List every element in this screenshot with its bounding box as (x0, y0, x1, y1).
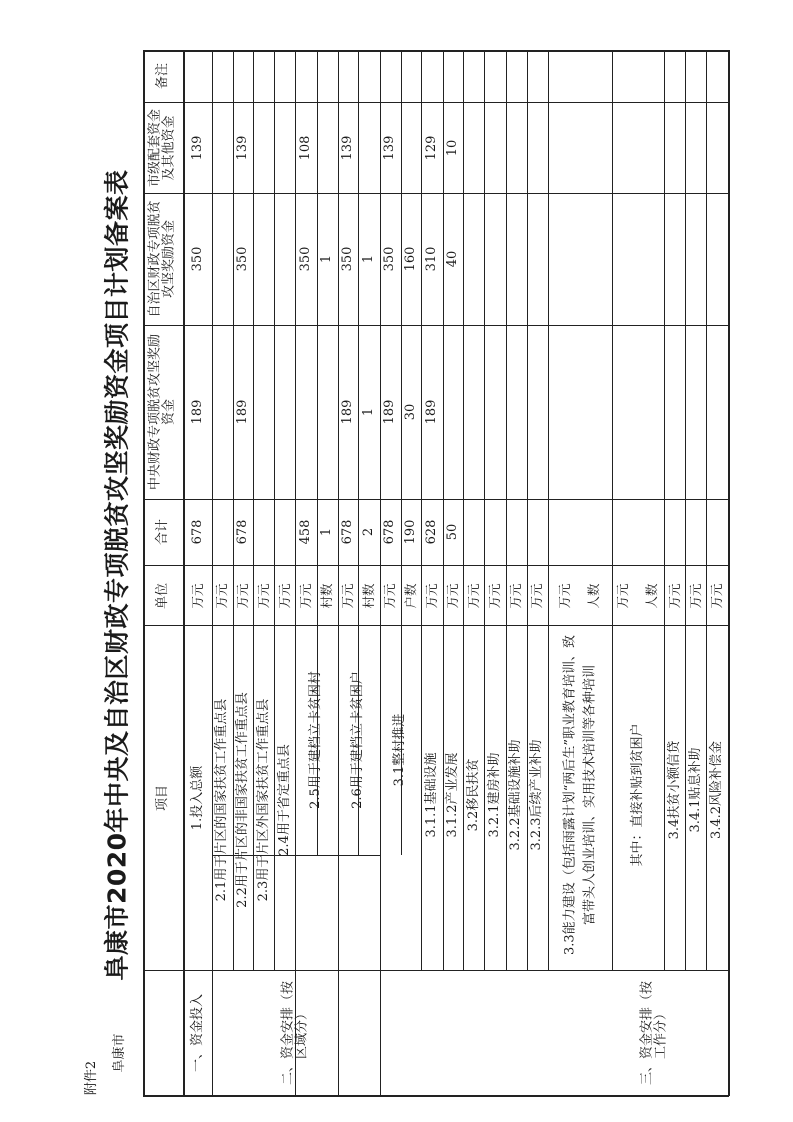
row-value-region: 160 (402, 246, 418, 272)
row-unit: 万元 (557, 583, 573, 609)
row-unit: 万元 (466, 583, 482, 609)
row-value-city: 10 (444, 139, 460, 157)
row-value-region: 350 (381, 246, 397, 272)
row-value-region: 350 (297, 246, 313, 272)
row-unit: 万元 (340, 583, 356, 609)
row-value-total: 678 (339, 519, 355, 545)
row-value-central: 1 (360, 407, 376, 417)
row-label: 2.2用于片区的非国家扶贫工作重点县 (234, 692, 250, 908)
row-value-total: 458 (297, 519, 313, 545)
section-1-label: 一、资金投入 (189, 993, 205, 1073)
row-value-city: 139 (234, 135, 250, 161)
row-value-region: 350 (234, 246, 250, 272)
row-value-city: 139 (381, 135, 397, 161)
row-value-region: 350 (339, 246, 355, 272)
row-label: 2.3用于片区外国家扶贫工作重点县 (255, 698, 271, 902)
section-2-label: 二、资金安排（按区域分） (280, 981, 310, 1086)
row-unit-secondary: 人数 (586, 583, 602, 609)
header-item: 项目 (154, 784, 170, 812)
row-value-region: 40 (444, 250, 460, 268)
row-label: 3.2.3后续产业补助 (528, 739, 544, 851)
row-label: 1.投入总额 (189, 765, 205, 831)
row-label: 3.4扶贫小额信贷 (666, 740, 682, 840)
row-value-central: 189 (234, 399, 250, 425)
row-label: 3.1整村推进 (391, 713, 407, 787)
row-label: 2.4用于省定重点县 (276, 744, 292, 856)
row-label: 2.1用于片区的国家扶贫工作重点县 (213, 698, 229, 902)
row-value-total: 628 (423, 519, 439, 545)
row-value-central: 189 (189, 399, 205, 425)
row-value-city: 129 (423, 135, 439, 161)
row-label: 3.2.2基础设施补助 (507, 739, 523, 851)
row-value-region: 1 (318, 254, 334, 264)
row-unit: 万元 (529, 583, 545, 609)
row-value-region: 350 (189, 246, 205, 272)
org-label: 阜康市 (111, 1033, 127, 1073)
row-value-region: 310 (423, 246, 439, 272)
row-value-total: 678 (234, 519, 250, 545)
row-unit: 万元 (424, 583, 440, 609)
row-value-total: 50 (444, 523, 460, 541)
row-unit: 万元 (487, 583, 503, 609)
section-3-label: 三、资金安排（按工作分） (639, 981, 669, 1086)
header-note: 备注 (154, 62, 170, 90)
row-unit: 万元 (508, 583, 524, 609)
row-unit: 万元 (214, 583, 230, 609)
row-unit: 万元 (256, 583, 272, 609)
header-unit: 单位 (154, 582, 170, 610)
row-value-region: 1 (360, 254, 376, 264)
row-unit: 万元 (298, 583, 314, 609)
row-unit-secondary: 人数 (644, 583, 660, 609)
row-value-total: 678 (189, 519, 205, 545)
row-label: 3.1.2产业发展 (444, 752, 460, 838)
row-value-total: 678 (381, 519, 397, 545)
row-unit: 万元 (235, 583, 251, 609)
header-city: 市级配套资金及其他资金 (147, 109, 177, 188)
row-label: 其中：直接补贴到贫困户 (629, 723, 645, 867)
row-value-central: 189 (381, 399, 397, 425)
row-value-city: 139 (339, 135, 355, 161)
row-label: 3.2移民扶贫 (465, 758, 481, 832)
row-value-city: 139 (189, 135, 205, 161)
row-unit: 万元 (190, 583, 206, 609)
row-unit: 万元 (445, 583, 461, 609)
row-label: 3.4.1贴息补助 (687, 747, 703, 833)
row-value-central: 189 (423, 399, 439, 425)
header-total: 合计 (154, 518, 170, 546)
row-unit: 户数 (403, 583, 419, 609)
row-value-total: 1 (318, 527, 334, 537)
row-unit: 村数 (319, 583, 335, 609)
row-value-city: 108 (297, 135, 313, 161)
row-label: 3.1.1基础设施 (423, 752, 439, 838)
row-label: 2.6用于建档立卡贫困户 (349, 671, 365, 809)
row-label: 3.2.1建房补助 (486, 752, 502, 838)
row-value-total: 190 (402, 519, 418, 545)
header-region: 自治区财政专项脱贫攻坚奖励资金 (147, 200, 177, 318)
row-value-central: 30 (402, 403, 418, 421)
row-unit: 万元 (667, 583, 683, 609)
row-label: 3.3能力建设（包括雨露计划“两后生”职业教育培训、致富带头人创业培训、实用技术培训等各种培训 (562, 635, 597, 955)
row-value-central: 189 (339, 399, 355, 425)
row-unit: 村数 (361, 583, 377, 609)
attachment-label: 附件2 (83, 1060, 99, 1096)
row-label: 2.5用于建档立卡贫困村 (307, 671, 323, 809)
row-unit: 万元 (615, 583, 631, 609)
row-label: 3.4.2风险补偿金 (708, 740, 724, 840)
row-unit: 万元 (277, 583, 293, 609)
row-value-total: 2 (360, 527, 376, 537)
row-unit: 万元 (709, 583, 725, 609)
row-unit: 万元 (382, 583, 398, 609)
header-central: 中央财政专项脱贫攻坚奖励资金 (147, 334, 177, 491)
page-title: 阜康市2020年中央及自治区财政专项脱贫攻坚奖励资金项目计划备案表 (102, 169, 132, 981)
row-unit: 万元 (688, 583, 704, 609)
